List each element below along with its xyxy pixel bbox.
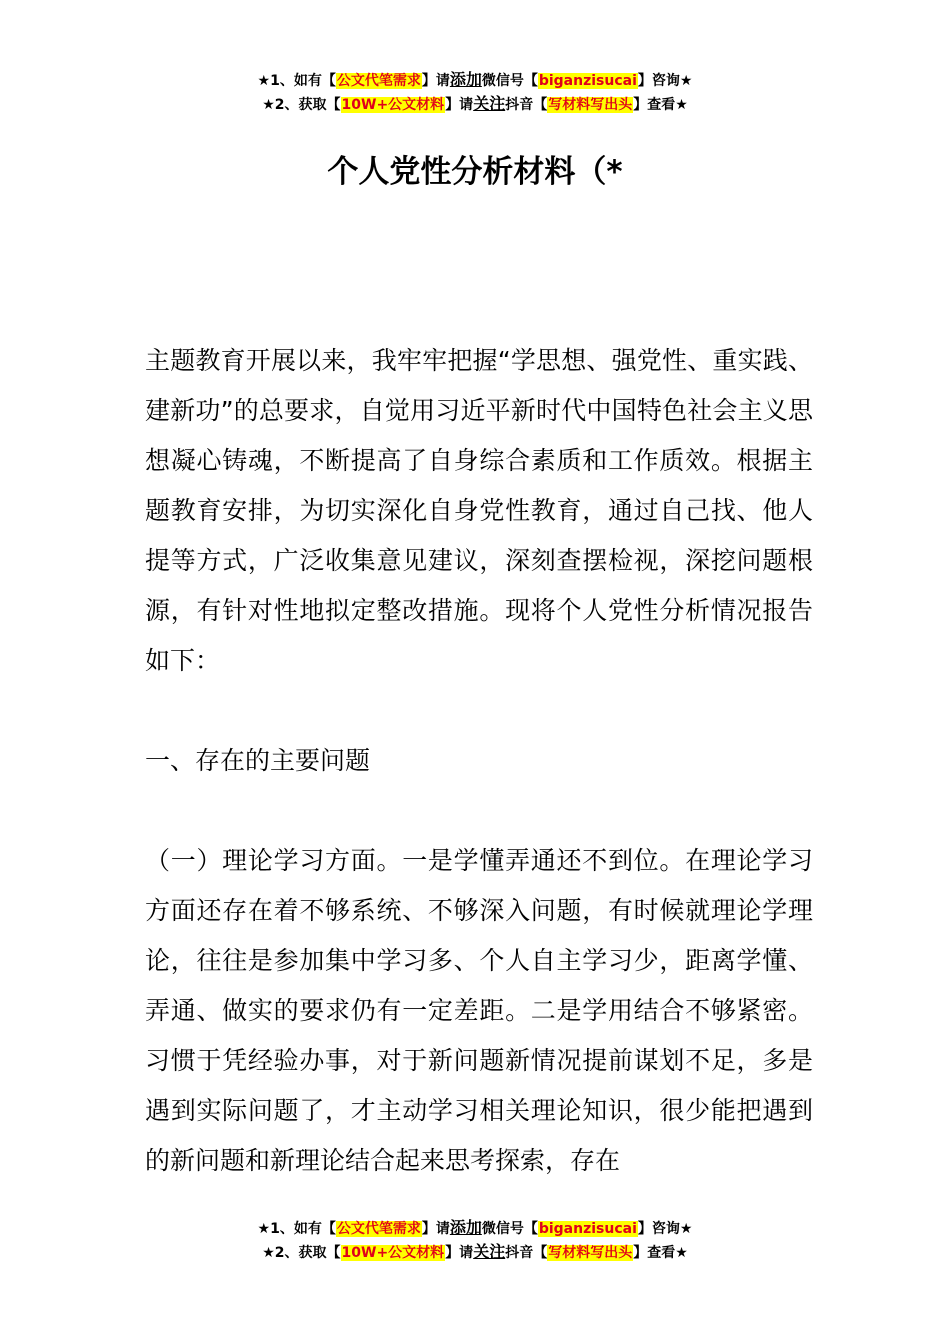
promo-highlight-material: 10W+公文材料 [341,97,445,113]
promo-prefix: ★1、如有【 [257,1221,336,1237]
promo-text: 抖音【 [505,1245,548,1261]
promo-suffix: 】查看★ [633,97,688,113]
promo-highlight-need: 公文代笔需求 [336,1221,421,1237]
promo-line-1 [0,68,950,92]
promo-highlight-account: 写材料写出头 [548,97,633,113]
promo-line-2 [0,92,950,116]
promo-highlight-need: 公文代笔需求 [336,73,421,89]
promo-highlight-wechat: biganzisucai [538,73,637,89]
paragraph-spacer [145,686,813,736]
paragraph-spacer [145,786,813,836]
body-paragraph: （一）理论学习方面。一是学懂弄通还不到位。在理论学习方面还存在着不够系统、不够深入问题，有时候就理论学理论，往往是参加集中学习多、个人自主学习少，距离学懂、弄通、做实的要求仍有一定差距。二是学用结合不够紧密。习惯于凭经验办事，对于新问题新情况提前谋划不足，多是遇到实际问题了，才主动学习相关理论知识，很少能把遇到的新问题和新理论结合起来思考探索，存在 [145,846,813,1175]
promo-text: 】请 [421,1221,450,1237]
promo-text: 】请 [421,73,450,89]
promo-text: 微信号【 [481,73,538,89]
promo-add-emphasis: 添加 [449,70,482,89]
promo-follow-emphasis: 关注 [473,1242,506,1261]
promo-prefix: ★2、获取【 [262,1245,341,1261]
promo-prefix: ★2、获取【 [262,97,341,113]
document-body [145,336,813,1186]
promo-follow-emphasis: 关注 [473,94,506,113]
promo-text: 微信号【 [481,1221,538,1237]
promo-suffix: 】咨询★ [637,73,693,89]
promo-text: 抖音【 [505,97,548,113]
promo-highlight-wechat: biganzisucai [538,1221,637,1237]
promo-prefix: ★1、如有【 [257,73,336,89]
promo-suffix: 】咨询★ [637,1221,693,1237]
promo-line-1 [0,1216,950,1240]
promo-text: 】请 [445,1245,474,1261]
footer-promo-banner [0,1216,950,1264]
document-title: 个人党性分析材料（* [327,154,623,190]
promo-suffix: 】查看★ [633,1245,688,1261]
promo-highlight-material: 10W+公文材料 [341,1245,445,1261]
promo-text: 】请 [445,97,474,113]
section-heading: 一、存在的主要问题 [145,746,371,775]
promo-add-emphasis: 添加 [449,1218,482,1237]
intro-paragraph: 主题教育开展以来，我牢牢把握“学思想、强党性、重实践、建新功”的总要求，自觉用习近平新时代中国特色社会主义思想凝心铸魂，不断提高了自身综合素质和工作质效。根据主题教育安排，为切实深化自身党性教育，通过自己找、他人提等方式，广泛收集意见建议，深刻查摆检视，深挖问题根源，有针对性地拟定整改措施。现将个人党性分析情况报告如下： [145,346,813,675]
promo-highlight-account: 写材料写出头 [548,1245,633,1261]
header-promo-banner [0,68,950,116]
promo-line-2 [0,1240,950,1264]
